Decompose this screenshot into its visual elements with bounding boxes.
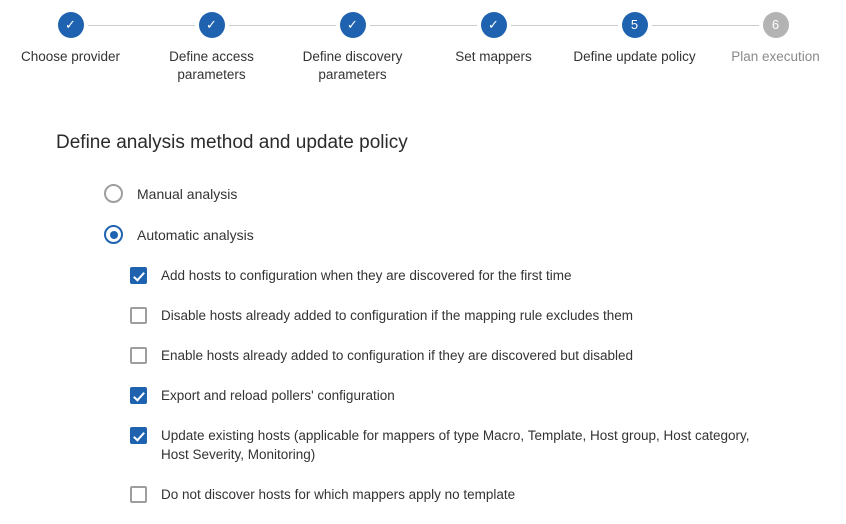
- step-label-5: Define update policy: [573, 49, 696, 64]
- checkbox-label-disable-hosts: Disable hosts already added to configuration if the mapping rule excludes them: [161, 308, 634, 323]
- step-indicator-5[interactable]: [622, 12, 648, 38]
- step-label-3: Define discovery parameters: [302, 49, 403, 82]
- checkbox-icon-checked[interactable]: [130, 427, 147, 444]
- step-connector-left: [423, 25, 477, 26]
- step-connector-right: [370, 25, 424, 26]
- checkbox-no-template-discovery[interactable]: [130, 485, 846, 504]
- radio-icon[interactable]: [104, 184, 123, 203]
- checkbox-label-no-template-discovery: Do not discover hosts for which mappers apply no template: [161, 487, 516, 502]
- step-connector-left: [564, 25, 618, 26]
- step-label-2: Define access parameters: [169, 49, 254, 82]
- step-indicator-1[interactable]: [58, 12, 84, 38]
- step-connector-right: [88, 25, 142, 26]
- radio-automatic-analysis[interactable]: [104, 225, 846, 244]
- checkbox-export-reload-pollers[interactable]: [130, 386, 846, 405]
- checkbox-update-existing-hosts[interactable]: [130, 426, 846, 464]
- step-indicator-3[interactable]: [340, 12, 366, 38]
- step-indicator-2[interactable]: [199, 12, 225, 38]
- wizard-stepper: [0, 0, 846, 84]
- step-set-mappers[interactable]: [423, 12, 564, 84]
- check-icon: ✓: [65, 17, 76, 32]
- checkbox-label-enable-hosts: Enable hosts already added to configuration if they are discovered but disabled: [161, 348, 634, 363]
- checkbox-label-add-hosts: Add hosts to configuration when they are discovered for the first time: [161, 268, 572, 283]
- step-define-discovery-parameters[interactable]: [282, 12, 423, 84]
- step-connector-right: [652, 25, 706, 26]
- checkbox-icon[interactable]: [130, 347, 147, 364]
- step-number: 5: [630, 17, 639, 32]
- page-title: Define analysis method and update policy: [56, 132, 408, 153]
- step-label-4: Set mappers: [455, 49, 532, 64]
- checkbox-icon[interactable]: [130, 486, 147, 503]
- step-connector-left: [705, 25, 759, 26]
- step-choose-provider[interactable]: [0, 12, 141, 84]
- checkbox-add-hosts[interactable]: [130, 266, 846, 285]
- checkbox-icon-checked[interactable]: [130, 387, 147, 404]
- radio-manual-analysis[interactable]: [104, 184, 846, 203]
- checkbox-icon-checked[interactable]: [130, 267, 147, 284]
- check-icon: ✓: [206, 17, 217, 32]
- step-plan-execution[interactable]: [705, 12, 846, 84]
- step-indicator-4[interactable]: [481, 12, 507, 38]
- radio-label-manual-analysis: Manual analysis: [137, 185, 238, 202]
- main-panel: [0, 84, 846, 504]
- step-label-1: Choose provider: [20, 49, 121, 64]
- checkbox-icon[interactable]: [130, 307, 147, 324]
- step-connector-left: [282, 25, 336, 26]
- radio-icon-selected[interactable]: [104, 225, 123, 244]
- check-icon: ✓: [347, 17, 358, 32]
- check-icon: ✓: [488, 17, 499, 32]
- step-connector-left: [141, 25, 195, 26]
- step-define-access-parameters[interactable]: [141, 12, 282, 84]
- step-connector-right: [229, 25, 283, 26]
- step-indicator-6[interactable]: [763, 12, 789, 38]
- checkbox-disable-hosts[interactable]: [130, 306, 846, 325]
- radio-label-automatic-analysis: Automatic analysis: [137, 226, 254, 243]
- checkbox-label-update-existing-hosts: Update existing hosts (applicable for mappers of type Macro, Template, Host group, Host category, Host Severity, Monitoring): [161, 428, 750, 462]
- step-define-update-policy[interactable]: [564, 12, 705, 84]
- options-group: [104, 184, 846, 504]
- step-number: 6: [771, 17, 780, 32]
- step-label-6: Plan execution: [731, 49, 820, 64]
- step-connector-right: [511, 25, 565, 26]
- checkbox-list: [130, 266, 846, 504]
- checkbox-label-export-reload-pollers: Export and reload pollers' configuration: [161, 388, 395, 403]
- checkbox-enable-hosts[interactable]: [130, 346, 846, 365]
